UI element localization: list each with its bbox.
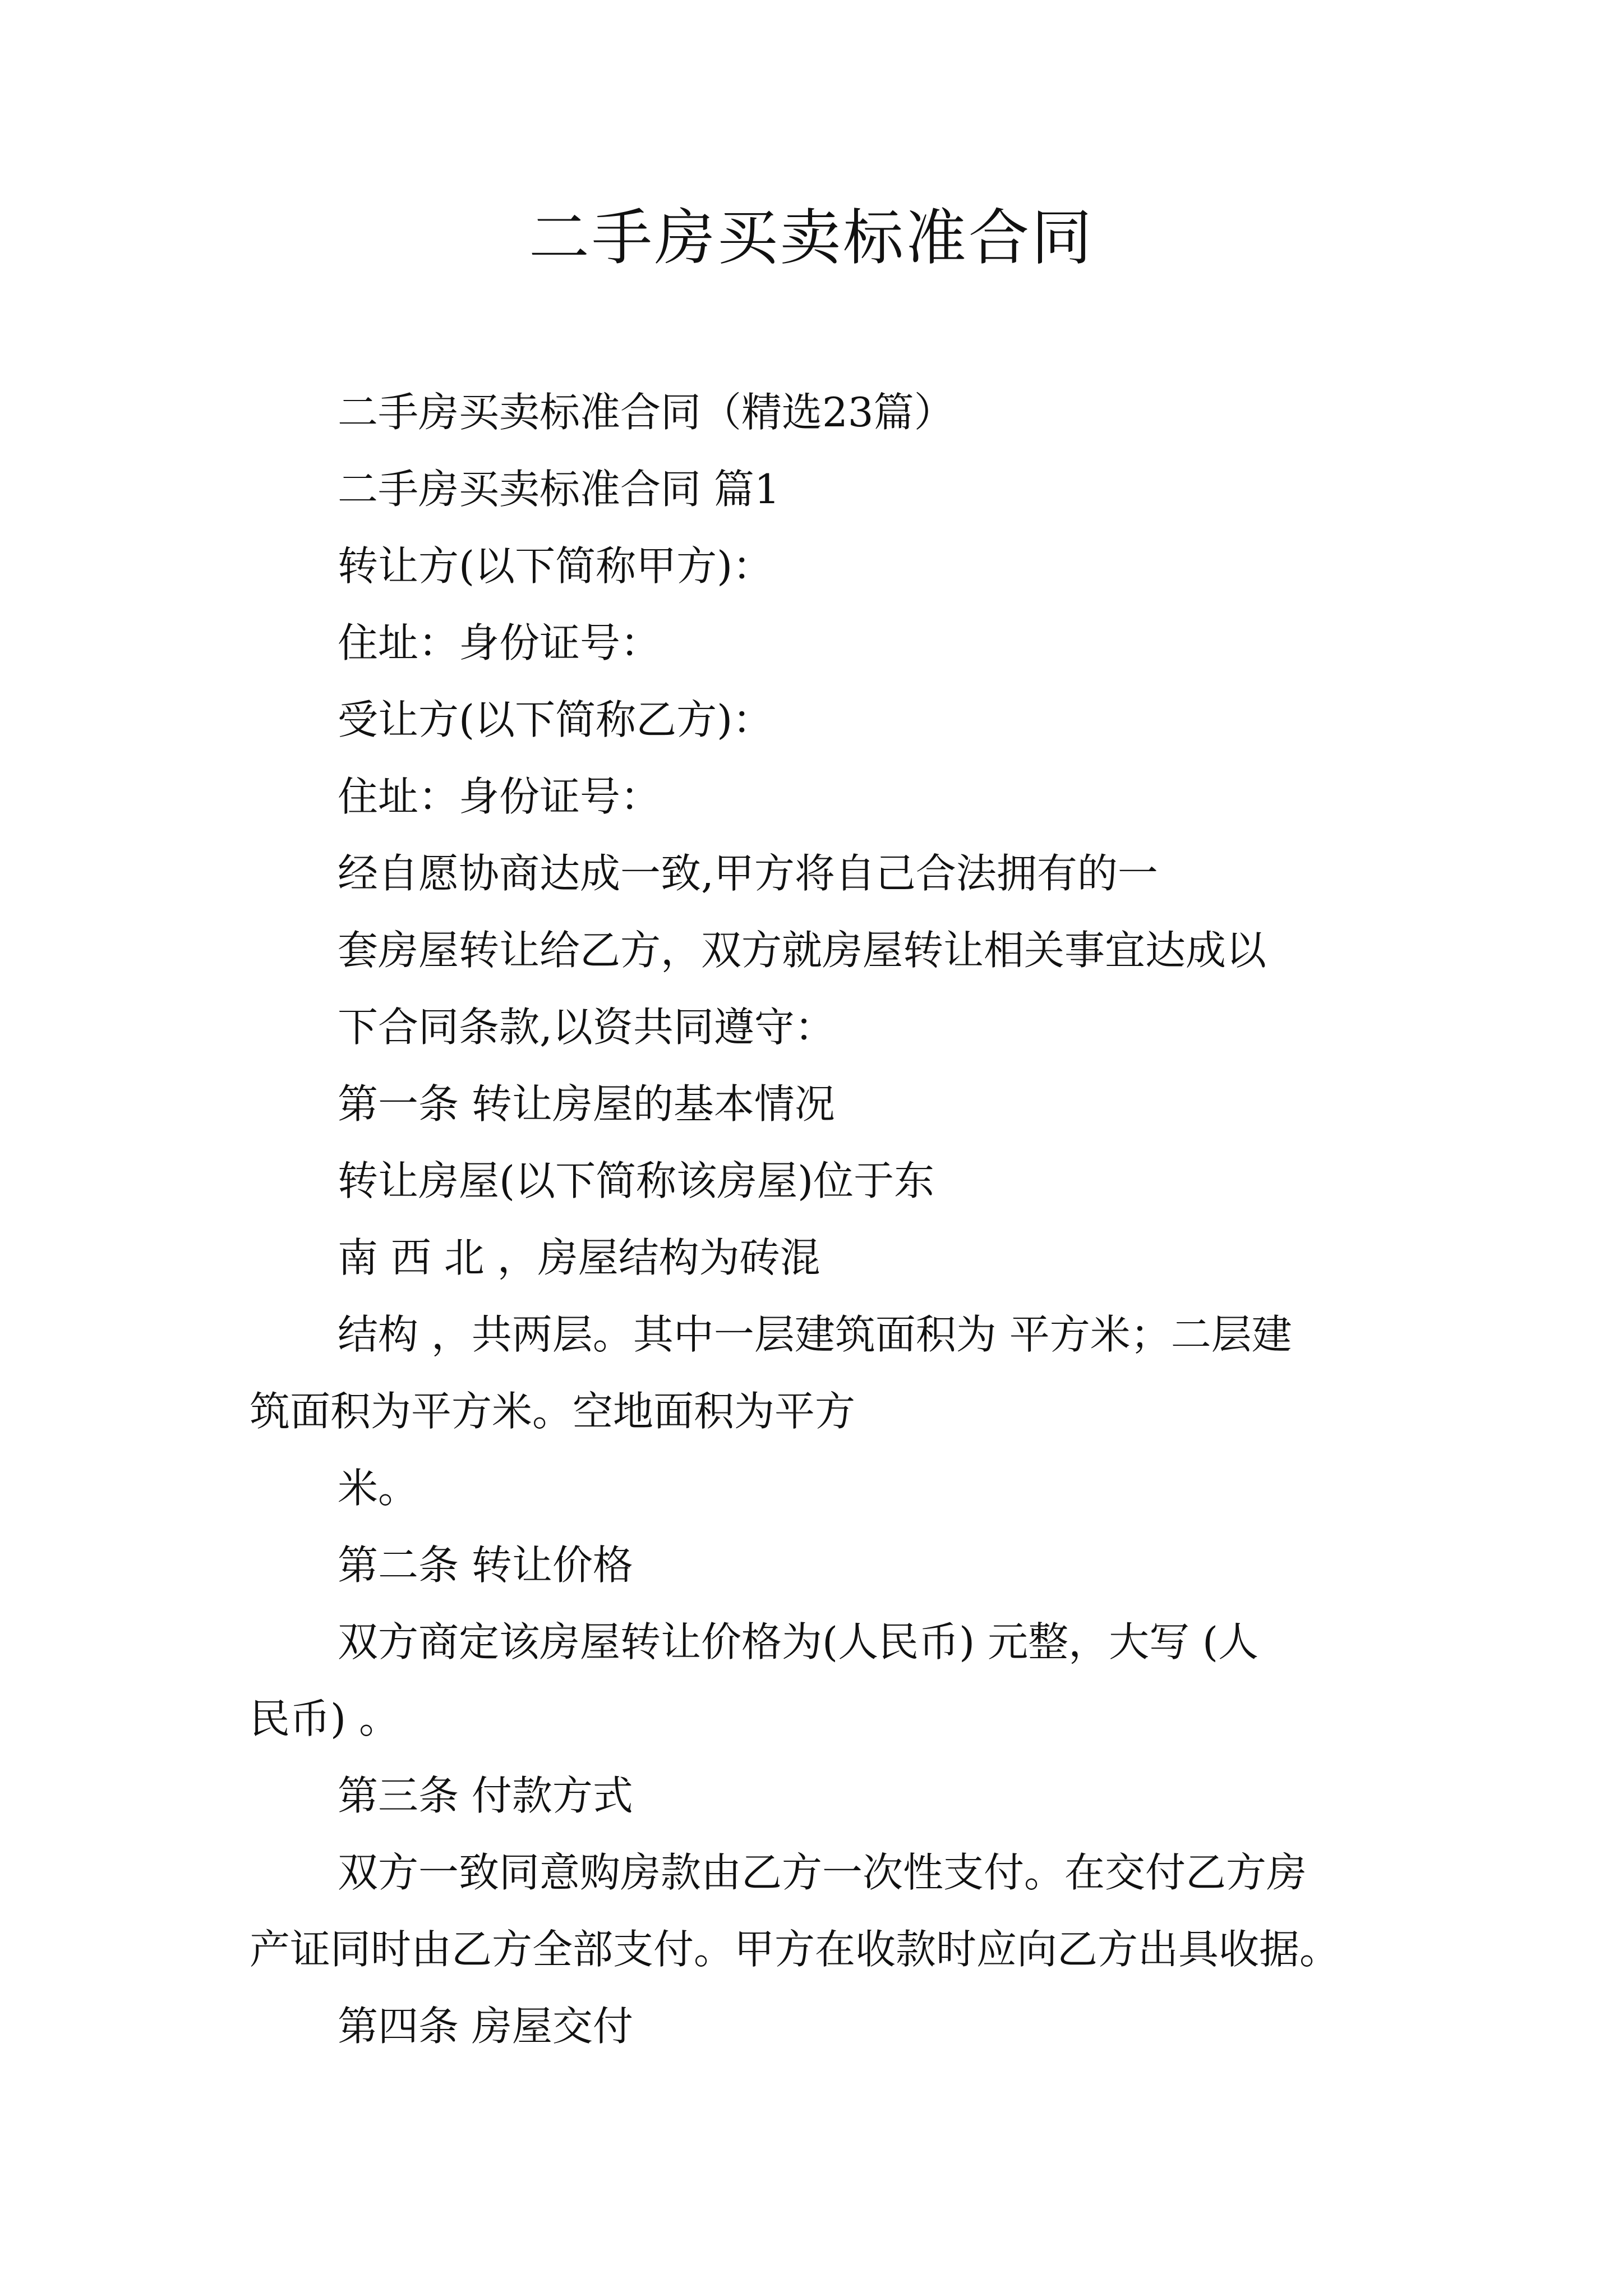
document-title: 二手房买卖标准合同 [528,203,1094,273]
article-heading: 第三条 付款方式 [338,1772,633,1819]
body-line: 套房屋转让给乙方，双方就房屋转让相关事宜达成以 [338,927,1267,974]
body-line: 筑面积为平方米。空地面积为平方 [250,1388,856,1435]
body-line: 米。 [338,1465,419,1512]
section-heading: 二手房买卖标准合同 篇1 [338,466,780,513]
article-heading: 第一条 转让房屋的基本情况 [338,1080,835,1128]
subtitle-line: 二手房买卖标准合同（精选23篇） [338,389,955,436]
body-line: 双方一致同意购房款由乙方一次性支付。在交付乙方房 [338,1849,1307,1896]
article-heading: 第四条 房屋交付 [338,2003,633,2050]
transferee-line: 受让方(以下简称乙方)： [338,696,773,743]
body-line: 结构 ，共两层。其中一层建筑面积为 平方米；二层建 [338,1311,1292,1358]
body-line: 产证同时由乙方全部支付。甲方在收款时应向乙方出具收据。 [250,1926,1340,1973]
body-line: 转让房屋(以下简称该房屋)位于东 [338,1157,935,1204]
article-heading: 第二条 转让价格 [338,1542,633,1589]
transferor-line: 转让方(以下简称甲方)： [338,542,773,590]
body-line: 双方商定该房屋转让价格为(人民币) 元整，大写 (人 [338,1618,1259,1665]
body-line: 民币) 。 [250,1695,399,1742]
body-line: 经自愿协商达成一致,甲方将自己合法拥有的一 [338,850,1158,897]
transferee-address-line: 住址：身份证号： [338,773,661,820]
transferor-address-line: 住址：身份证号： [338,619,661,666]
body-line: 下合同条款,以资共同遵守： [338,1004,835,1051]
body-line: 南 西 北 ，房屋结构为砖混 [338,1234,820,1281]
